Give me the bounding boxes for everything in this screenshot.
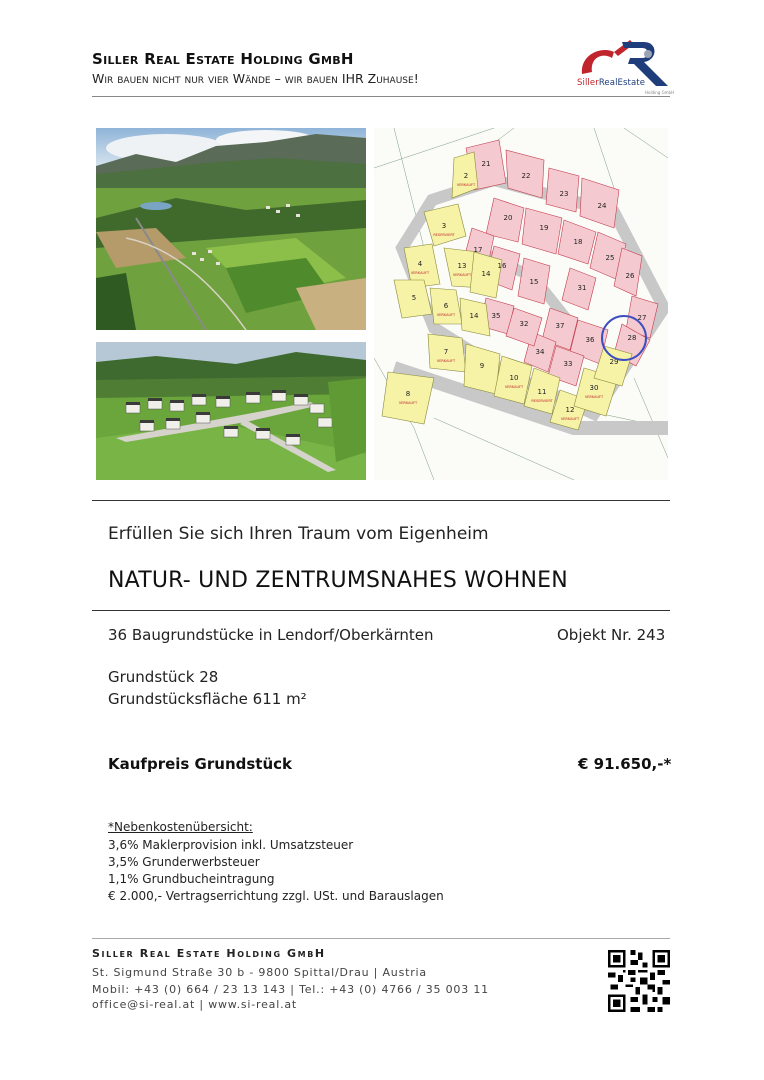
svg-text:RESERVIERT: RESERVIERT [433, 233, 455, 237]
page-title: NATUR- UND ZENTRUMSNAHES WOHNEN [108, 568, 568, 593]
svg-text:15: 15 [529, 278, 539, 286]
svg-text:VERKAUFT: VERKAUFT [452, 273, 472, 277]
company-slogan: Wir bauen nicht nur vier Wände – wir bauen IHR Zuhause! [92, 71, 419, 86]
svg-text:6: 6 [443, 302, 449, 310]
svg-text:20: 20 [503, 214, 513, 222]
svg-text:10: 10 [509, 374, 519, 382]
costs-heading: *Nebenkostenübersicht: [108, 820, 253, 834]
divider-middle [92, 610, 670, 611]
svg-text:24: 24 [597, 202, 607, 210]
svg-text:17: 17 [473, 246, 483, 254]
svg-text:4: 4 [417, 260, 423, 268]
svg-text:36: 36 [585, 336, 595, 344]
footer-divider [92, 938, 670, 939]
svg-text:21: 21 [481, 160, 491, 168]
svg-text:27: 27 [637, 314, 647, 322]
svg-text:29: 29 [609, 358, 619, 366]
company-name: Siller Real Estate Holding GmbH [92, 50, 354, 68]
svg-text:VERKAUFT: VERKAUFT [398, 401, 418, 405]
svg-text:8: 8 [405, 390, 411, 398]
object-number: Objekt Nr. 243 [557, 626, 666, 644]
svg-text:12: 12 [565, 406, 575, 414]
svg-text:2: 2 [463, 172, 469, 180]
svg-text:26: 26 [625, 272, 635, 280]
svg-text:VERKAUFT: VERKAUFT [504, 385, 524, 389]
svg-text:34: 34 [535, 348, 545, 356]
svg-text:14: 14 [481, 270, 491, 278]
svg-text:VERKAUFT: VERKAUFT [410, 271, 430, 275]
svg-text:RESERVIERT: RESERVIERT [531, 399, 553, 403]
price-label: Kaufpreis Grundstück [108, 755, 292, 773]
price-value: € 91.650,-* [578, 755, 672, 773]
svg-text:14: 14 [469, 312, 479, 320]
footer-company: Siller Real Estate Holding GmbH [92, 947, 326, 960]
costs-item: 3,6% Maklerprovision inkl. Umsatzsteuer [108, 838, 354, 852]
logo-subtext: Holding GmbH [645, 90, 675, 95]
svg-text:13: 13 [457, 262, 467, 270]
svg-text:35: 35 [491, 312, 501, 320]
logo-wordmark: SillerRealEstate [577, 78, 646, 88]
site-plan-map [374, 128, 668, 480]
settlement-photo [96, 342, 366, 480]
slogan-text: Erfüllen Sie sich Ihren Traum vom Eigenheim [108, 524, 489, 544]
svg-text:11: 11 [537, 388, 547, 396]
qr-code[interactable] [608, 950, 670, 1012]
svg-text:VERKAUFT: VERKAUFT [436, 313, 456, 317]
svg-text:25: 25 [605, 254, 615, 262]
svg-text:7: 7 [443, 348, 449, 356]
svg-text:23: 23 [559, 190, 569, 198]
footer-address: St. Sigmund Straße 30 b - 9800 Spittal/Drau | Austria [92, 966, 427, 979]
svg-text:VERKAUFT: VERKAUFT [436, 359, 456, 363]
svg-text:30: 30 [589, 384, 599, 392]
subtitle-plots: 36 Baugrundstücke in Lendorf/Oberkärnten [108, 626, 434, 644]
costs-item: € 2.000,- Vertragserrichtung zzgl. USt. und Barauslagen [108, 889, 444, 903]
plot-number: Grundstück 28 [108, 668, 219, 686]
svg-text:33: 33 [563, 360, 573, 368]
svg-text:31: 31 [577, 284, 587, 292]
svg-text:22: 22 [521, 172, 531, 180]
footer-phones: Mobil: +43 (0) 664 / 23 13 143 | Tel.: +43 (0) 4766 / 35 003 11 [92, 983, 489, 996]
svg-text:5: 5 [411, 294, 417, 302]
svg-text:VERKAUFT: VERKAUFT [584, 395, 604, 399]
footer-web: office@si-real.at | www.si-real.at [92, 998, 298, 1011]
svg-text:37: 37 [555, 322, 565, 330]
plot-area: Grundstücksfläche 611 m² [108, 690, 307, 708]
svg-text:18: 18 [573, 238, 583, 246]
svg-text:28: 28 [627, 334, 637, 342]
aerial-valley-photo [96, 128, 366, 330]
header-divider [92, 96, 670, 97]
svg-text:32: 32 [519, 320, 529, 328]
svg-text:VERKAUFT: VERKAUFT [560, 417, 580, 421]
svg-text:9: 9 [479, 362, 485, 370]
svg-text:3: 3 [441, 222, 447, 230]
svg-text:VERKAUFT: VERKAUFT [456, 183, 476, 187]
costs-item: 1,1% Grundbucheintragung [108, 872, 275, 886]
svg-text:16: 16 [497, 262, 507, 270]
svg-text:19: 19 [539, 224, 549, 232]
costs-item: 3,5% Grunderwerbsteuer [108, 855, 260, 869]
divider-top [92, 500, 670, 501]
